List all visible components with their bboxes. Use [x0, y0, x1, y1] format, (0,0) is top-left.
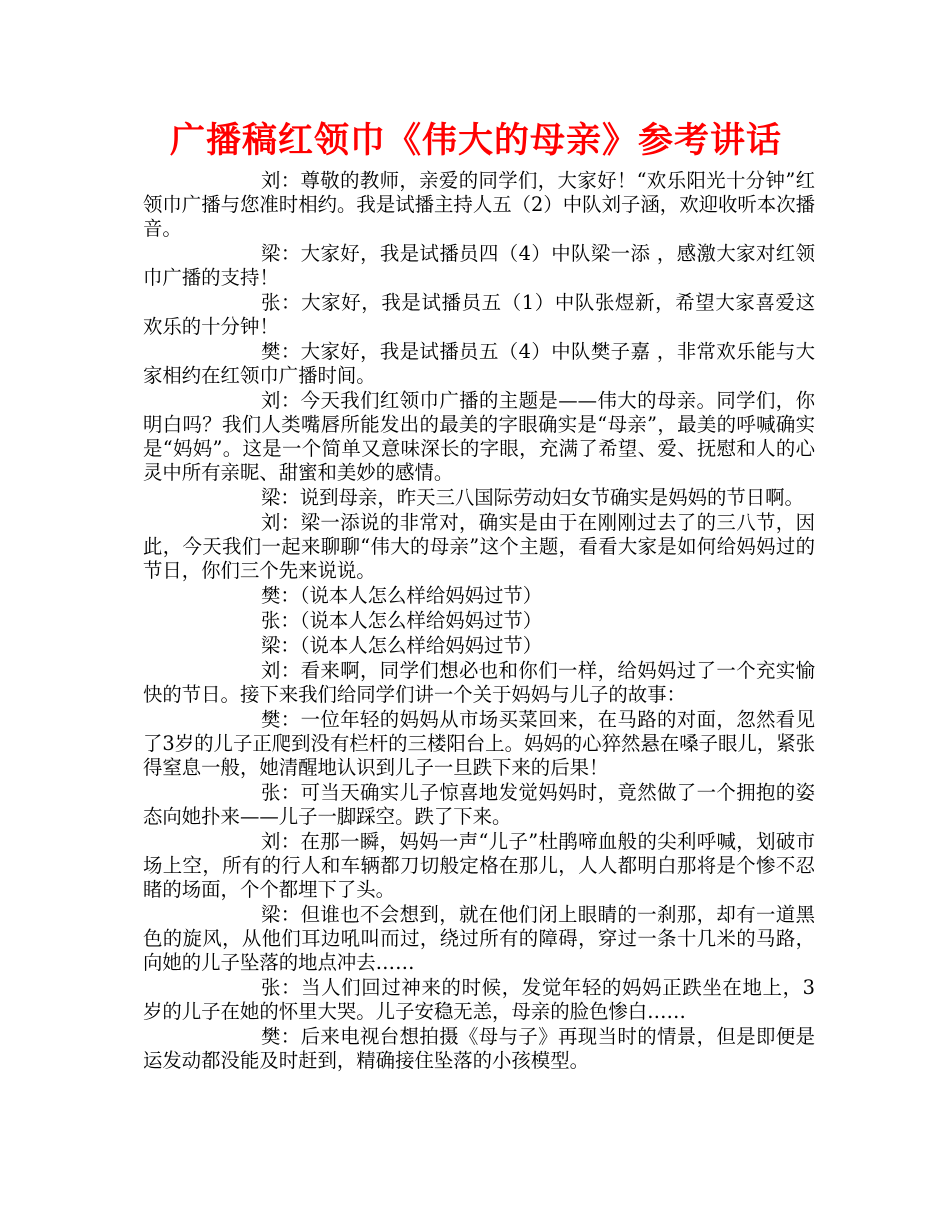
paragraph: 梁：大家好，我是试播员四（4）中队梁一添 ，感激大家对红领巾广播的支持！ [143, 242, 815, 289]
paragraph: 樊：一位年轻的妈妈从市场买菜回来，在马路的对面，忽然看见了3岁的儿子正爬到没有栏杆的三楼阳台上。妈妈的心猝然悬在嗓子眼儿，紧张得窒息一般，她清醒地认识到儿子一旦跌下来的后果！ [143, 708, 815, 779]
document-page [143, 115, 815, 1074]
paragraph: 梁：说到母亲，昨天三八国际劳动妇女节确实是妈妈的节日啊。 [261, 486, 804, 509]
paragraph: 刘：梁一添说的非常对，确实是由于在刚刚过去了的三八节，因此，今天我们一起来聊聊“伟大的母亲”这个主题，看看大家是如何给妈妈过的节日，你们三个先来说说。 [143, 511, 815, 582]
paragraph: 张：可当天确实儿子惊喜地发觉妈妈时，竟然做了一个拥抱的姿态向她扑来——儿子一脚踩空。跌了下来。 [143, 781, 815, 828]
paragraph: 刘：今天我们红领巾广播的主题是——伟大的母亲。同学们，你明白吗？我们人类嘴唇所能发出的最美的字眼确实是“母亲”，最美的呼喊确实是“妈妈”。这是一个简单又意味深长的字眼，充满了希望、爱、抚慰和人的心灵中所有亲昵、甜蜜和美妙的感情。 [143, 389, 815, 484]
paragraph: 张：（说本人怎么样给妈妈过节） [261, 609, 543, 632]
paragraph: 张：大家好，我是试播员五（1）中队张煜新，希望大家喜爱这欢乐的十分钟！ [143, 291, 815, 338]
paragraph: 刘：在那一瞬，妈妈一声“儿子”杜鹃啼血般的尖利呼喊，划破市场上空，所有的行人和车辆都刀切般定格在那儿，人人都明白那将是个惨不忍睹的场面，个个都埋下了头。 [143, 830, 815, 901]
paragraph: 梁：（说本人怎么样给妈妈过节） [261, 634, 543, 657]
paragraph: 樊：（说本人怎么样给妈妈过节） [261, 584, 543, 607]
paragraph: 刘：看来啊，同学们想必也和你们一样，给妈妈过了一个充实愉快的节日。接下来我们给同学们讲一个关于妈妈与儿子的故事： [143, 659, 815, 706]
paragraph: 梁：但谁也不会想到，就在他们闭上眼睛的一刹那，却有一道黑色的旋风，从他们耳边吼叫而过，绕过所有的障碍，穿过一条十几米的马路，向她的儿子坠落的地点冲去…… [143, 903, 815, 974]
paragraph: 樊：大家好，我是试播员五（4）中队樊子嘉 ，非常欢乐能与大家相约在红领巾广播时间。 [143, 340, 815, 387]
document-title: 广播稿红领巾《伟大的母亲》参考讲话 [169, 121, 782, 161]
paragraph: 樊：后来电视台想拍摄《母与子》再现当时的情景，但是即便是运发动都没能及时赶到，精确接住坠落的小孩模型。 [143, 1025, 815, 1072]
paragraph: 刘：尊敬的教师，亲爱的同学们，大家好！“欢乐阳光十分钟”红领巾广播与您准时相约。我是试播主持人五（2）中队刘子涵，欢迎收听本次播音。 [143, 169, 815, 240]
paragraph: 张：当人们回过神来的时候，发觉年轻的妈妈正跌坐在地上，3岁的儿子在她的怀里大哭。儿子安稳无恙，母亲的脸色惨白…… [143, 976, 815, 1023]
